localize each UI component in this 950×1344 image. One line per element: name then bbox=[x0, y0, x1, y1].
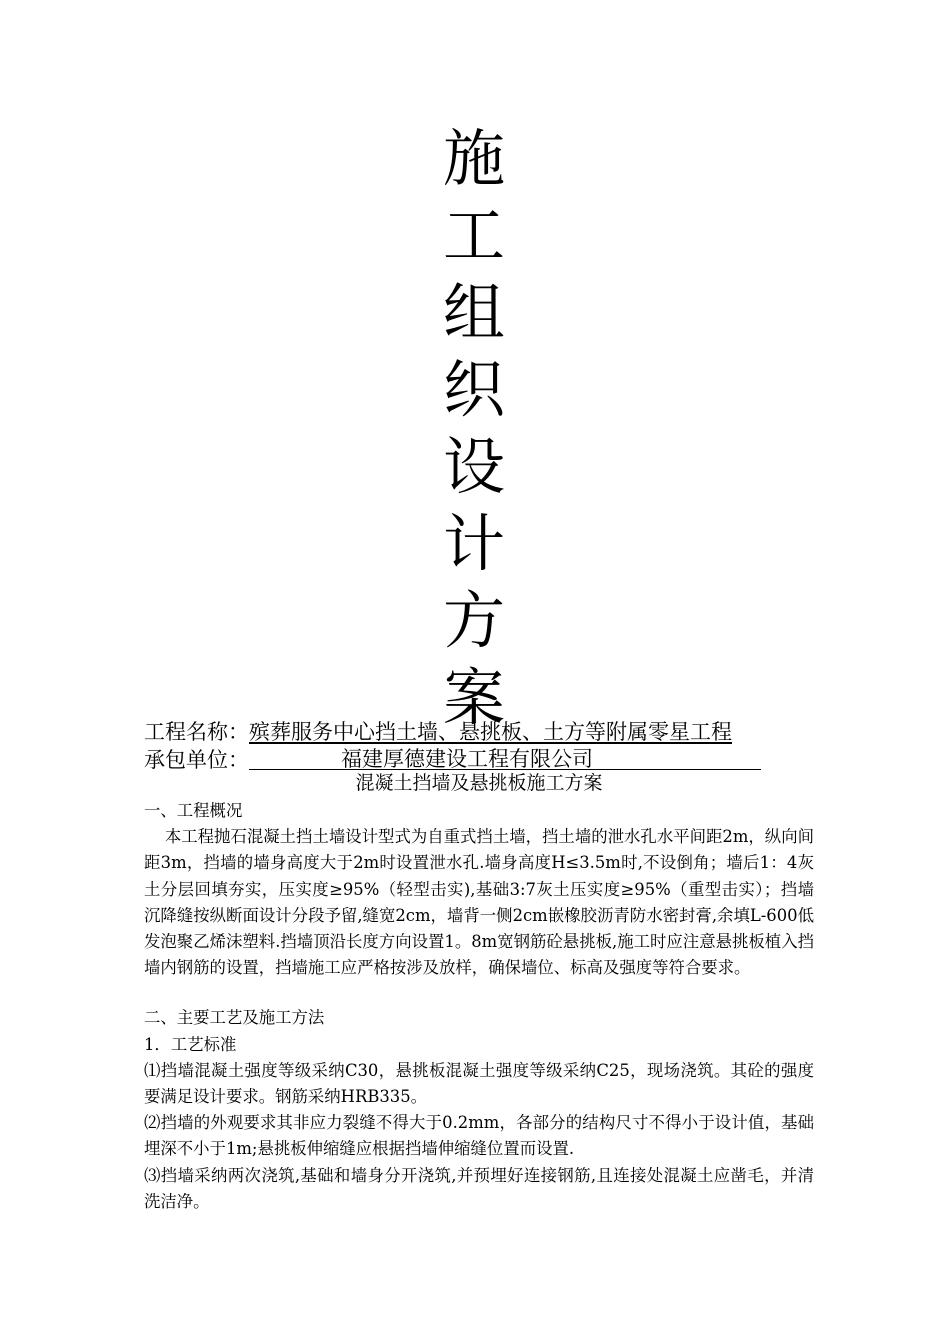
project-meta bbox=[144, 718, 761, 774]
title-char: 设 bbox=[442, 430, 505, 503]
title-char: 施 bbox=[442, 122, 505, 195]
spacer bbox=[144, 981, 814, 1005]
title-char: 方 bbox=[442, 584, 505, 657]
title-char: 计 bbox=[442, 507, 505, 580]
project-name-row bbox=[144, 718, 761, 746]
contractor-value: 福建厚德建设工程有限公司 bbox=[249, 746, 761, 770]
section1-heading: 一、工程概况 bbox=[144, 801, 243, 820]
section2-heading: 二、主要工艺及施工方法 bbox=[144, 1008, 325, 1028]
plan-content bbox=[144, 770, 814, 1215]
plan-subtitle: 混凝土挡墙及悬挑板施工方案 bbox=[355, 772, 603, 794]
contractor-label: 承包单位： bbox=[144, 748, 249, 772]
cover-title bbox=[434, 120, 514, 736]
list-item: ⑵挡墙的外观要求其非应力裂缝不得大于0.2mm，各部分的结构尺寸不得小于设计值，基础埋深不小于1m;悬挑板伸缩缝应根据挡墙伸缩缝位置而设置. bbox=[144, 1113, 814, 1159]
section1-body: 本工程抛石混凝土挡土墙设计型式为自重式挡土墙，挡土墙的泄水孔水平间距2m，纵向间距3m，挡墙的墙身高度大于2m时设置泄水孔.墙身高度H≤3.5m时,不设倒角；墙后1：4灰土分层回填夯实，压实度≥95%（轻型击实),基础3:7灰土压实度≥95%（重型击实）；挡墙沉降缝按纵断面设计分段予留,缝宽2cm，墙背一侧2cm嵌橡胶沥青防水密封膏,余填L-600低发泡聚乙烯沫塑料.挡墙顶沿长度方向设置1。8m宽钢筋砼悬挑板,施工时应注意悬挑板植入挡墙内钢筋的设置，挡墙施工应严格按涉及放样，确保墙位、标高及强度等符合要求。 bbox=[144, 827, 814, 978]
title-char: 案 bbox=[442, 661, 505, 734]
title-char: 织 bbox=[442, 353, 505, 426]
title-char: 组 bbox=[442, 276, 505, 349]
project-name-value: 殡葬服务中心挡土墙、悬挑板、土方等附属零星工程 bbox=[249, 720, 732, 744]
list-item: ⑴挡墙混凝土强度等级采纳C30，悬挑板混凝土强度等级采纳C25，现场浇筑。其砼的强度要满足设计要求。钢筋采纳HRB335。 bbox=[144, 1060, 814, 1107]
project-name-label: 工程名称： bbox=[144, 720, 249, 744]
title-char: 工 bbox=[442, 199, 505, 272]
sub1-heading: 1．工艺标准 bbox=[144, 1034, 237, 1054]
list-item: ⑶挡墙采纳两次浇筑,基础和墙身分开浇筑,并预埋好连接钢筋,且连接处混凝土应凿毛，并清洗洁净。 bbox=[144, 1165, 814, 1211]
